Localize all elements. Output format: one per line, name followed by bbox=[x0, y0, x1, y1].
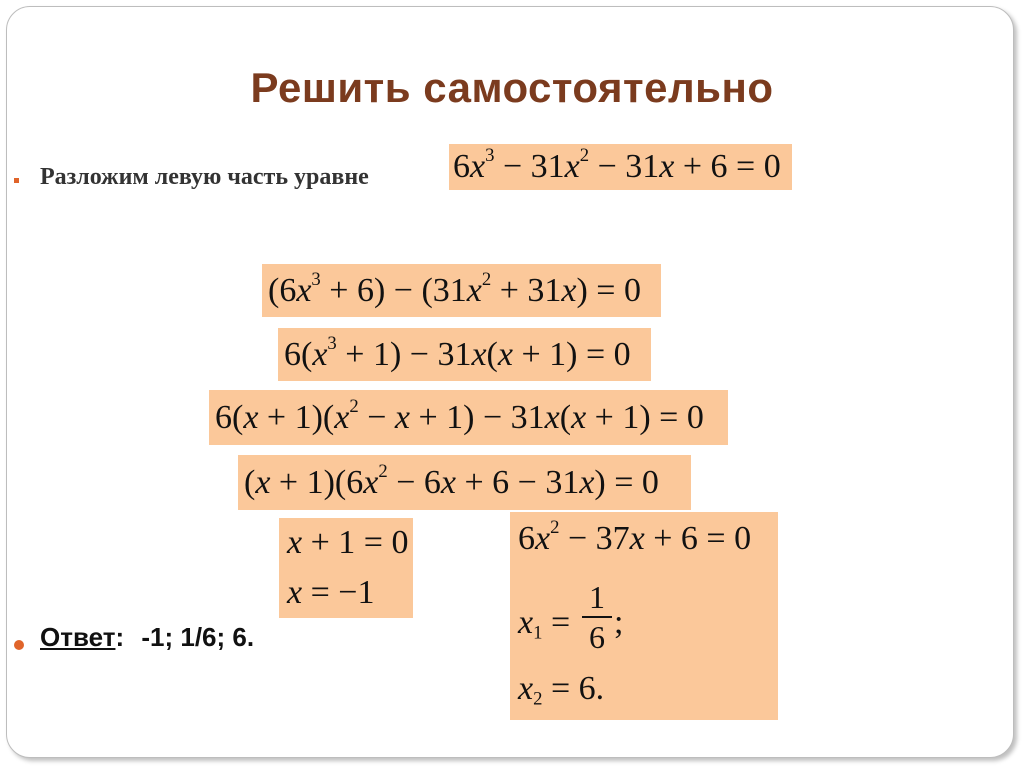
answer-colon: : bbox=[115, 622, 125, 652]
slide-title: Решить самостоятельно bbox=[250, 64, 774, 111]
semicolon: ; bbox=[614, 604, 624, 641]
equation-step-2: $6(x^3 + 1) - 31x(x + 1) = 0$ bbox=[278, 328, 651, 381]
equation-step-4: $(x + 1)(6x^2 - 6x + 6 - 31x) = 0$ bbox=[238, 455, 691, 510]
solution-box-left bbox=[279, 518, 413, 618]
equation-step-3: $6(x + 1)(x^2 - x + 1) - 31x(x + 1) = 0$ bbox=[209, 390, 728, 445]
equation-main: $6x^3 - 31x^2 - 31x + 6 = 0$ bbox=[449, 144, 792, 190]
equation-linear: x + 1 = 0 bbox=[287, 524, 409, 561]
bullet-text: Разложим левую часть уравне bbox=[40, 164, 369, 190]
answer-label: Ответ bbox=[40, 622, 116, 652]
answer-values: -1; 1/6; 6. bbox=[141, 622, 255, 652]
solution-box-right bbox=[510, 512, 778, 720]
root-x2: $x_2 = 6$. bbox=[518, 670, 605, 710]
root-x1-label: $x_1$ = bbox=[518, 604, 571, 644]
answer-line bbox=[40, 622, 254, 653]
equation-step-1: $(6x^3 + 6) - (31x^2 + 31x) = 0$ bbox=[262, 264, 661, 317]
root-minus-one: x = −1 bbox=[287, 574, 375, 611]
equation-quadratic: $6x^2 - 37x + 6 = 0$ bbox=[518, 517, 752, 557]
root-x1-fraction: 1 6 bbox=[582, 580, 612, 654]
bullet-marker bbox=[14, 178, 19, 183]
answer-bullet bbox=[14, 640, 24, 650]
